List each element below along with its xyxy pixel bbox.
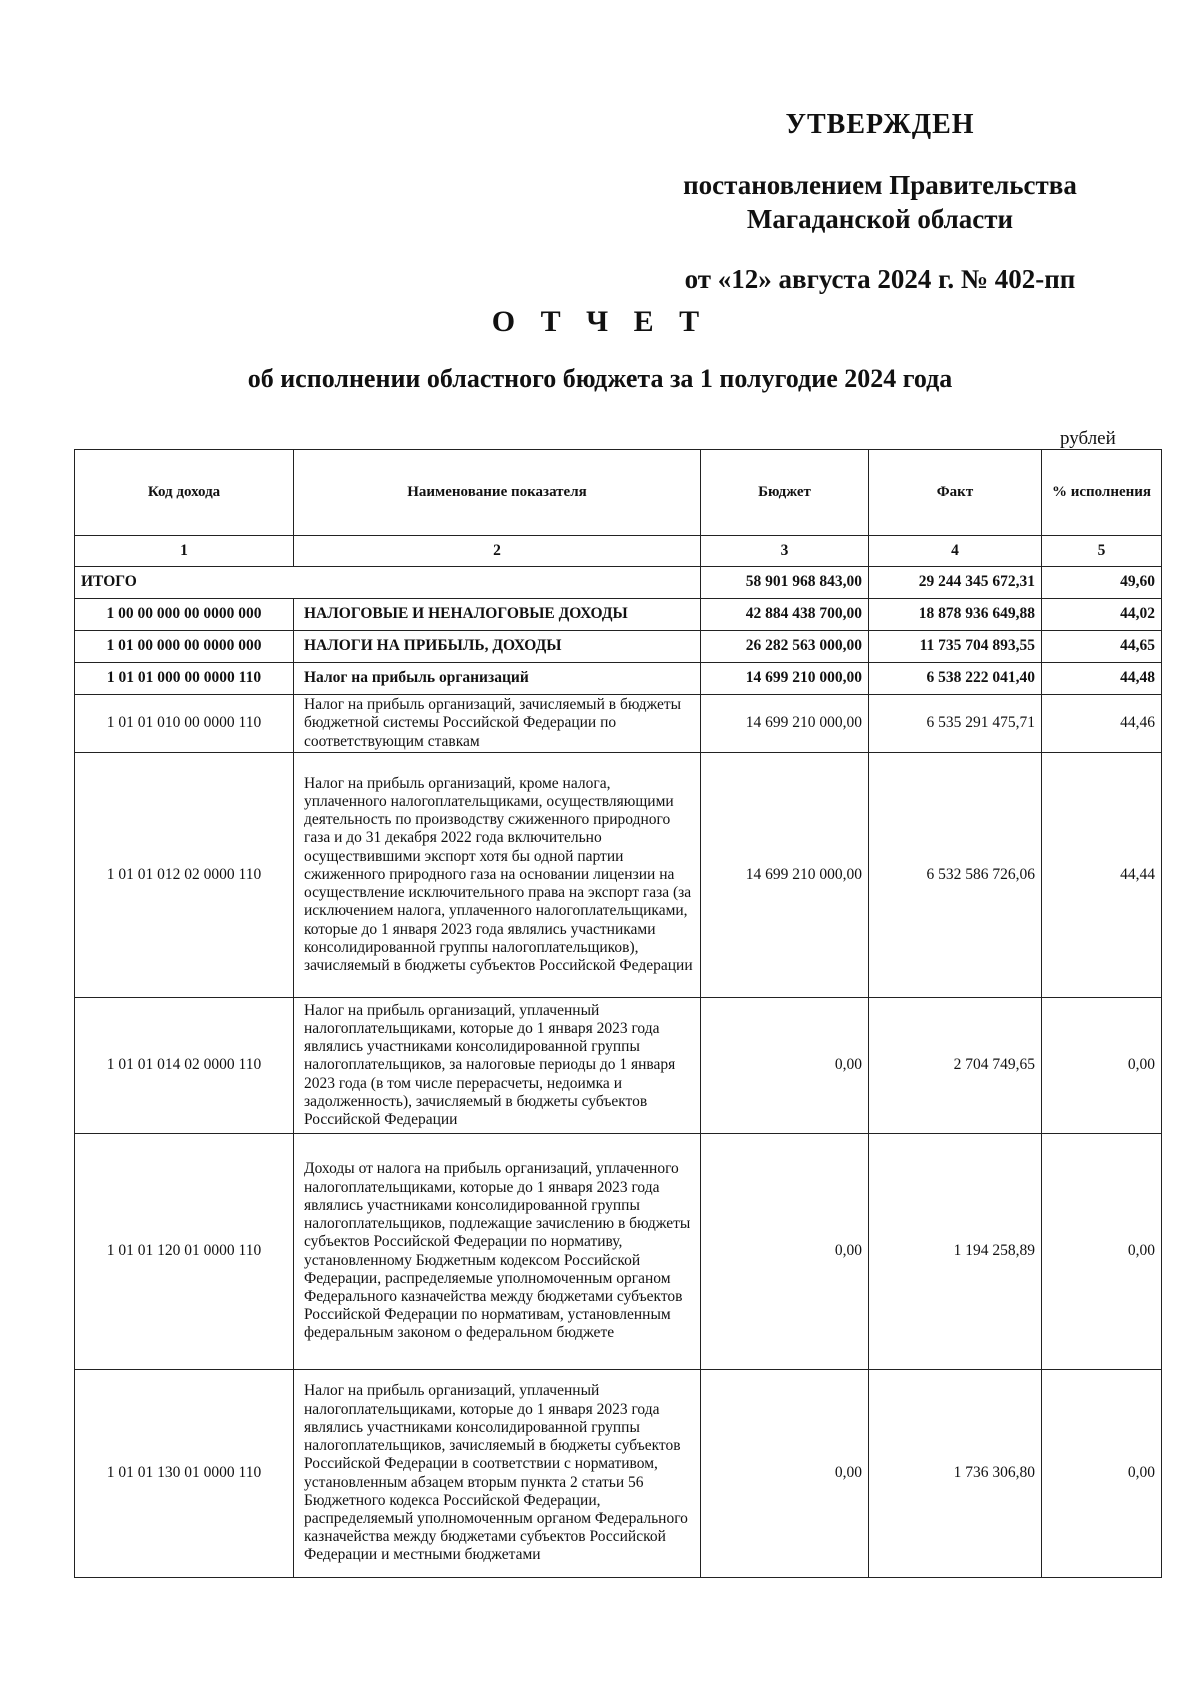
row-name: Налог на прибыль организаций, зачисляемый в бюджеты бюджетной системы Российской Федерации по соответствующим ставкам [294, 695, 701, 753]
table-row [75, 631, 1162, 663]
row-fact: 2 704 749,65 [869, 998, 1042, 1134]
row-budget: 0,00 [701, 998, 869, 1134]
column-number: 4 [869, 536, 1042, 567]
table-row [75, 695, 1162, 753]
row-code: 1 01 00 000 00 0000 000 [75, 631, 294, 663]
row-percent: 44,46 [1042, 695, 1162, 753]
row-name: Налог на прибыль организаций, уплаченный налогоплательщиками, которые до 1 января 2023 года являлись участниками консолидированной группы налогоплательщиков, за налоговые периоды до 1 января 2023 года (в том числе перерасчеты, недоимка и задолженность), зачисляемый в бюджеты субъектов Российской Федерации [294, 998, 701, 1134]
column-number: 1 [75, 536, 294, 567]
row-name: НАЛОГОВЫЕ И НЕНАЛОГОВЫЕ ДОХОДЫ [294, 599, 701, 631]
table-row [75, 1370, 1162, 1578]
approval-line-3: Магаданской области [746, 204, 1014, 234]
units-label: рублей [1060, 428, 1116, 449]
total-fact: 29 244 345 672,31 [869, 567, 1042, 599]
table-row [75, 753, 1162, 998]
total-label: ИТОГО [75, 567, 701, 599]
report-subtitle: об исполнении областного бюджета за 1 полугодие 2024 года [247, 364, 953, 393]
approval-date-number: от «12» августа 2024 г. № 402-пп [684, 264, 1076, 294]
table-row [75, 1134, 1162, 1370]
row-code: 1 01 01 014 02 0000 110 [75, 998, 294, 1134]
row-percent: 44,02 [1042, 599, 1162, 631]
row-fact: 1 736 306,80 [869, 1370, 1042, 1578]
row-fact: 1 194 258,89 [869, 1134, 1042, 1370]
row-name: Доходы от налога на прибыль организаций, уплаченного налогоплательщиками, которые до 1 января 2023 года являлись участниками консолидированной группы налогоплательщиков, подлежащие зачислению в бюджеты субъектов Российской Федерации по нормативу, установленному Бюджетным кодексом Российской Федерации, распределяемые уполномоченным органом Федерального казначейства между бюджетами субъектов Российской Федерации по нормативам, установленным федеральным законом о федеральном бюджете [294, 1134, 701, 1370]
total-percent: 49,60 [1042, 567, 1162, 599]
row-fact: 6 532 586 726,06 [869, 753, 1042, 998]
row-budget: 42 884 438 700,00 [701, 599, 869, 631]
row-fact: 6 535 291 475,71 [869, 695, 1042, 753]
row-percent: 0,00 [1042, 1134, 1162, 1370]
budget-report-table [74, 449, 1162, 1578]
row-name: НАЛОГИ НА ПРИБЫЛЬ, ДОХОДЫ [294, 631, 701, 663]
row-code: 1 01 01 010 00 0000 110 [75, 695, 294, 753]
header-name: Наименование показателя [294, 450, 701, 536]
approval-heading: УТВЕРЖДЕН [785, 109, 975, 140]
row-code: 1 01 01 012 02 0000 110 [75, 753, 294, 998]
header-budget: Бюджет [701, 450, 869, 536]
column-number: 3 [701, 536, 869, 567]
total-row [75, 567, 1162, 599]
header-fact: Факт [869, 450, 1042, 536]
header-percent: % исполнения [1042, 450, 1162, 536]
row-percent: 44,44 [1042, 753, 1162, 998]
report-title: О Т Ч Е Т [491, 305, 709, 338]
approval-line-2: постановлением Правительства [683, 170, 1077, 200]
column-number: 5 [1042, 536, 1162, 567]
table-row [75, 663, 1162, 695]
column-numbers-row [75, 536, 1162, 567]
column-number: 2 [294, 536, 701, 567]
row-fact: 18 878 936 649,88 [869, 599, 1042, 631]
table-row [75, 599, 1162, 631]
row-code: 1 01 01 000 00 0000 110 [75, 663, 294, 695]
row-budget: 14 699 210 000,00 [701, 695, 869, 753]
total-budget: 58 901 968 843,00 [701, 567, 869, 599]
header-code: Код дохода [75, 450, 294, 536]
row-budget: 26 282 563 000,00 [701, 631, 869, 663]
row-budget: 0,00 [701, 1370, 869, 1578]
row-name: Налог на прибыль организаций [294, 663, 701, 695]
row-fact: 6 538 222 041,40 [869, 663, 1042, 695]
row-percent: 44,65 [1042, 631, 1162, 663]
row-percent: 44,48 [1042, 663, 1162, 695]
row-budget: 0,00 [701, 1134, 869, 1370]
table-header-row [75, 450, 1162, 536]
row-fact: 11 735 704 893,55 [869, 631, 1042, 663]
row-code: 1 01 01 120 01 0000 110 [75, 1134, 294, 1370]
row-name: Налог на прибыль организаций, уплаченный налогоплательщиками, которые до 1 января 2023 года являлись участниками консолидированной группы налогоплательщиков, зачисляемый в бюджеты субъектов Российской Федерации в соответствии с нормативом, установленным абзацем вторым пункта 2 статьи 56 Бюджетного кодекса Российской Федерации, распределяемый уполномоченным органом Федерального казначейства между бюджетами субъектов Российской Федерации и местными бюджетами [294, 1370, 701, 1578]
row-percent: 0,00 [1042, 998, 1162, 1134]
row-budget: 14 699 210 000,00 [701, 663, 869, 695]
row-percent: 0,00 [1042, 1370, 1162, 1578]
table-row [75, 998, 1162, 1134]
row-budget: 14 699 210 000,00 [701, 753, 869, 998]
row-code: 1 00 00 000 00 0000 000 [75, 599, 294, 631]
approval-block [640, 108, 1120, 296]
row-name: Налог на прибыль организаций, кроме налога, уплаченного налогоплательщиками, осуществляющими деятельность по производству сжиженного природного газа и до 31 декабря 2022 года включительно осуществившими экспорт хотя бы одной партии сжиженного природного газа на основании лицензии на осуществление исключительного права на экспорт газа (за исключением налога, уплаченного налогоплательщиками, которые до 1 января 2023 года являлись участниками консолидированной группы налогоплательщиков), зачисляемый в бюджеты субъектов Российской Федерации [294, 753, 701, 998]
row-code: 1 01 01 130 01 0000 110 [75, 1370, 294, 1578]
